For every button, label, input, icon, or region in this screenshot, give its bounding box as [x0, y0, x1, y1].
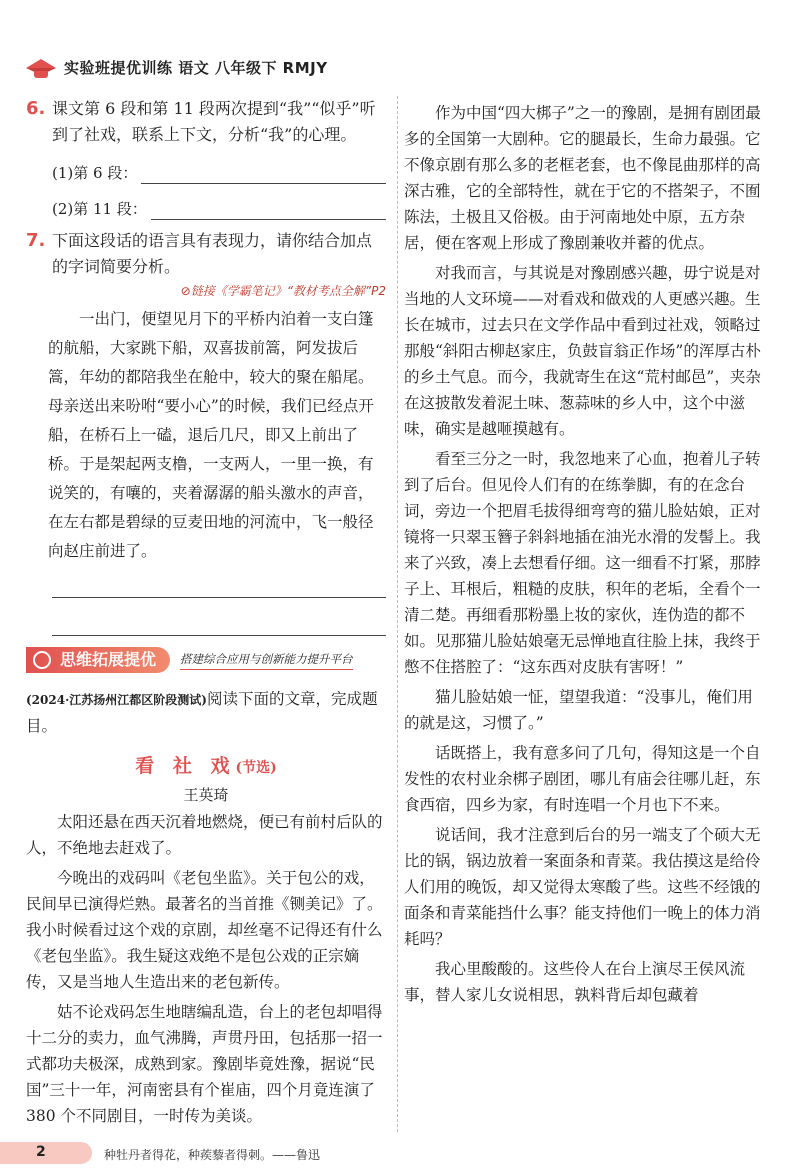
left-column	[26, 96, 386, 1129]
article-paragraph: 话既搭上，我有意多问了几句，得知这是一个自发性的农村业余梆子剧团，哪儿有庙会往哪儿赶，东食西宿，四乡为家，有时连唱一个月也下不来。	[404, 744, 761, 814]
question-number: 7.	[26, 230, 46, 251]
article-title: 看 社 戏(节选)	[135, 755, 277, 777]
quoted-passage: 一出门，便望见月下的平桥内泊着一支白篷的航船，大家跳下船，双喜拔前篙，阿发拔后篙，年幼的都陪我坐在舱中，较大的聚在船尾。母亲送出来吩咐“要小心”的时候，我们已经点开船，在桥石上一磕，退后几尺，即又上前出了桥。于是架起两支橹，一支两人，一里一换，有说笑的，有嚷的，夹着潺潺的船头激水的声音，在左右都是碧绿的豆麦田地的河流中，飞一般径向赵庄前进了。	[48, 310, 374, 560]
answer-blank[interactable]	[151, 203, 386, 220]
footer-band	[0, 1142, 92, 1164]
article-paragraph: 今晚出的戏码叫《老包坐监》。关于包公的戏，民间早已演得烂熟。最著名的当首推《铡美记》了。我小时候看过这个戏的京剧，却丝毫不记得还有什么《老包坐监》。我生疑这戏绝不是包公戏的正宗嫡传，又是当地人生造出来的老包新传。	[26, 869, 383, 991]
graduation-cap-icon	[26, 55, 56, 79]
section-banner	[26, 646, 386, 674]
book-title: 实验班提优训练 语文 八年级下 RMJY	[64, 58, 328, 77]
answer-row-1	[26, 162, 386, 184]
right-column	[404, 96, 764, 1008]
answer-label: (2)第 11 段：	[52, 200, 147, 218]
reading-instruction: (2024·江苏扬州江都区阶段测试)阅读下面的文章，完成题目。	[26, 690, 378, 735]
atom-icon	[33, 651, 51, 669]
answer-blank[interactable]	[141, 167, 386, 184]
article-paragraph: 我心里酸酸的。这些伶人在台上演尽王侯风流事，替人家儿女说相思，孰料背后却包藏着	[404, 960, 746, 1004]
link-icon: ⊘	[180, 284, 191, 298]
page-header	[26, 50, 328, 84]
question-text: 课文第 6 段和第 11 段两次提到“我”“似乎”听到了社戏，联系上下文，分析“我”的心理。	[52, 99, 376, 144]
answer-label: (1)第 6 段：	[52, 164, 138, 182]
exam-source: (2024·江苏扬州江都区阶段测试)	[26, 693, 207, 707]
page-number: 2	[36, 1144, 46, 1160]
article-paragraph: 作为中国“四大梆子”之一的豫剧，是拥有剧团最多的全国第一大剧种。它的腿最长，生命力最强。它不像京剧有那么多的老框老套，也不像昆曲那样的高深古雅，它的全部特性，就在于它的不搭架子，不囿陈法，土极且又俗极。由于河南地处中原，五方杂居，便在客观上形成了豫剧兼收并蓄的优点。	[404, 104, 761, 252]
article-paragraph: 说话间，我才注意到后台的另一端支了个硕大无比的锅，锅边放着一案面条和青菜。我估摸这是给伶人们用的晚饭，却又觉得太寒酸了些。这些不经饿的面条和青菜能挡什么事？能支持他们一晚上的体力消耗吗？	[404, 826, 761, 948]
article-paragraph: 姑不论戏码怎生地瞎编乱造，台上的老包却唱得十二分的卖力，血气沸腾，声贯丹田，包括那一招一式都功夫极深，成熟到家。豫剧毕竟姓豫，据说“民国”三十一年，河南密县有个崔庙，四个月竟连演了 380 个不同剧目，一时传为美谈。	[26, 1003, 383, 1125]
reference-link[interactable]: ⊘链接《学霸笔记》“教材考点全解”P2	[180, 284, 386, 298]
article-paragraph: 对我而言，与其说是对豫剧感兴趣，毋宁说是对当地的人文环境——对看戏和做戏的人更感兴趣。生长在城市，过去只在文学作品中看到过社戏，领略过那般“斜阳古柳赵家庄，负鼓盲翁正作场”的浑厚古朴的乡土气息。而今，我就寄生在这“荒村邮邑”，夹杂在这披散发着泥土味、葱蒜味的乡人中，这个中滋味，确实是越咂摸越有。	[404, 264, 761, 438]
column-divider	[397, 96, 398, 1132]
banner-label-box: 思维拓展提优	[26, 647, 170, 673]
answer-line[interactable]	[52, 634, 386, 636]
question-6	[26, 96, 386, 148]
banner-subtitle: 搭建综合应用与创新能力提升平台	[180, 651, 353, 670]
article-paragraph: 看至三分之一时，我忽地来了心血，抱着儿子转到了后台。但见伶人们有的在练拳脚，有的在念台词，旁边一个把眉毛拔得细弯弯的猫儿脸姑娘，正对镜将一只翠玉簪子斜斜地插在油光水滑的发髻上。我来了兴致，凑上去想看仔细。这一细看不打紧，那脖子上、耳根后，粗糙的皮肤，积年的老垢，全看个一清二楚。再细看那粉墨上妆的家伙，连伪造的都不如。见那猫儿脸姑娘毫无忌惮地直往脸上抹，我终于憋不住搭腔了：“这东西对皮肤有害呀！”	[404, 450, 761, 676]
question-number: 6.	[26, 98, 46, 119]
answer-line[interactable]	[52, 596, 386, 598]
page-footer	[0, 1140, 800, 1168]
article-author: 王英琦	[183, 786, 229, 804]
question-7	[26, 228, 386, 280]
question-text: 下面这段话的语言具有表现力，请你结合加点的字词简要分析。	[52, 231, 373, 276]
footer-quote: 种牡丹者得花，种蒺藜者得刺。——鲁迅	[104, 1148, 321, 1162]
answer-row-2	[26, 198, 386, 220]
article-paragraph: 太阳还悬在西天沉着地燃烧，便已有前村后队的人，不绝地去赶戏了。	[26, 813, 383, 857]
article-paragraph: 猫儿脸姑娘一怔，望望我道：“没事儿，俺们用的就是这，习惯了。”	[404, 688, 753, 732]
